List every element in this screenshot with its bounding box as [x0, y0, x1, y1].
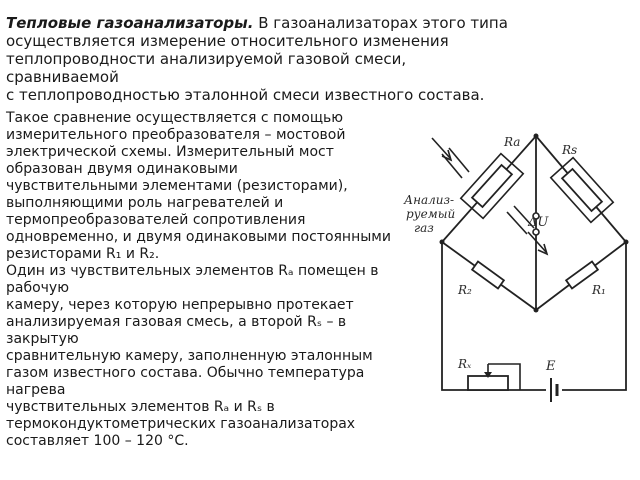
body-line: выполняющими роль нагревателей и: [6, 195, 284, 211]
body-line: термокондуктометрических газоанализаторах: [6, 416, 356, 432]
body-line: чувствительными элементами (резисторами),: [6, 178, 348, 194]
body-line: закрытую: [6, 331, 79, 347]
label-gas-line: руемый: [406, 207, 456, 221]
body-line: анализируемая газовая смесь, а второй Rₛ – в: [6, 314, 347, 330]
body-line: камеру, через которую непрерывно протекает: [6, 297, 354, 313]
label-ra: Ra: [504, 135, 521, 149]
battery-e: [546, 378, 562, 402]
body-line: образован двумя одинаковыми: [6, 161, 238, 177]
body-line: чувствительных элементов Rₐ и Rₛ в: [6, 399, 275, 415]
body-line: рабочую: [6, 280, 70, 296]
label-delta-u: ΔU: [528, 215, 549, 230]
node-bottom: [534, 308, 539, 313]
body-line: Такое сравнение осуществляется с помощью: [6, 110, 344, 126]
body-line: электрической схемы. Измерительный мост: [6, 144, 334, 160]
intro-rest: В газоанализаторах этого типа: [253, 14, 508, 32]
intro-line: сравниваемой: [6, 68, 119, 86]
label-r1: R₁: [592, 283, 606, 297]
node-top: [534, 134, 539, 139]
label-rs: Rs: [562, 143, 578, 157]
label-e: E: [546, 359, 556, 374]
label-r2: R₂: [458, 283, 472, 297]
label-gas-line: Анализ-: [404, 193, 455, 207]
body-line: резисторами R₁ и R₂.: [6, 246, 160, 262]
body-line: сравнительную камеру, заполненную эталонным: [6, 348, 373, 364]
body-line: составляет 100 – 120 °С.: [6, 433, 189, 449]
intro-line: теплопроводности анализируемой газовой смеси,: [6, 50, 407, 68]
intro-paragraph: [6, 14, 626, 104]
resistor-rs: [551, 158, 613, 223]
intro-line: осуществляется измерение относительного изменения: [6, 32, 449, 50]
body-line: Один из чувствительных элементов Rₐ помещен в: [6, 263, 379, 279]
body-paragraph: [6, 110, 476, 450]
body-line: термопреобразователей сопротивления: [6, 212, 306, 228]
label-gas-line: газ: [414, 221, 434, 235]
intro-lead: Тепловые газоанализаторы.: [6, 14, 254, 32]
body-line: нагрева: [6, 382, 66, 398]
node-right: [624, 240, 629, 245]
intro-line: с теплопроводностью эталонной смеси известного состава.: [6, 86, 485, 104]
label-rx: Rₓ: [458, 357, 472, 371]
body-line: измерительного преобразователя – мостовой: [6, 127, 346, 143]
resistor-r2: [472, 262, 504, 289]
body-line: газом известного состава. Обычно температура: [6, 365, 365, 381]
body-line: одновременно, и двумя одинаковыми постоянными: [6, 229, 391, 245]
